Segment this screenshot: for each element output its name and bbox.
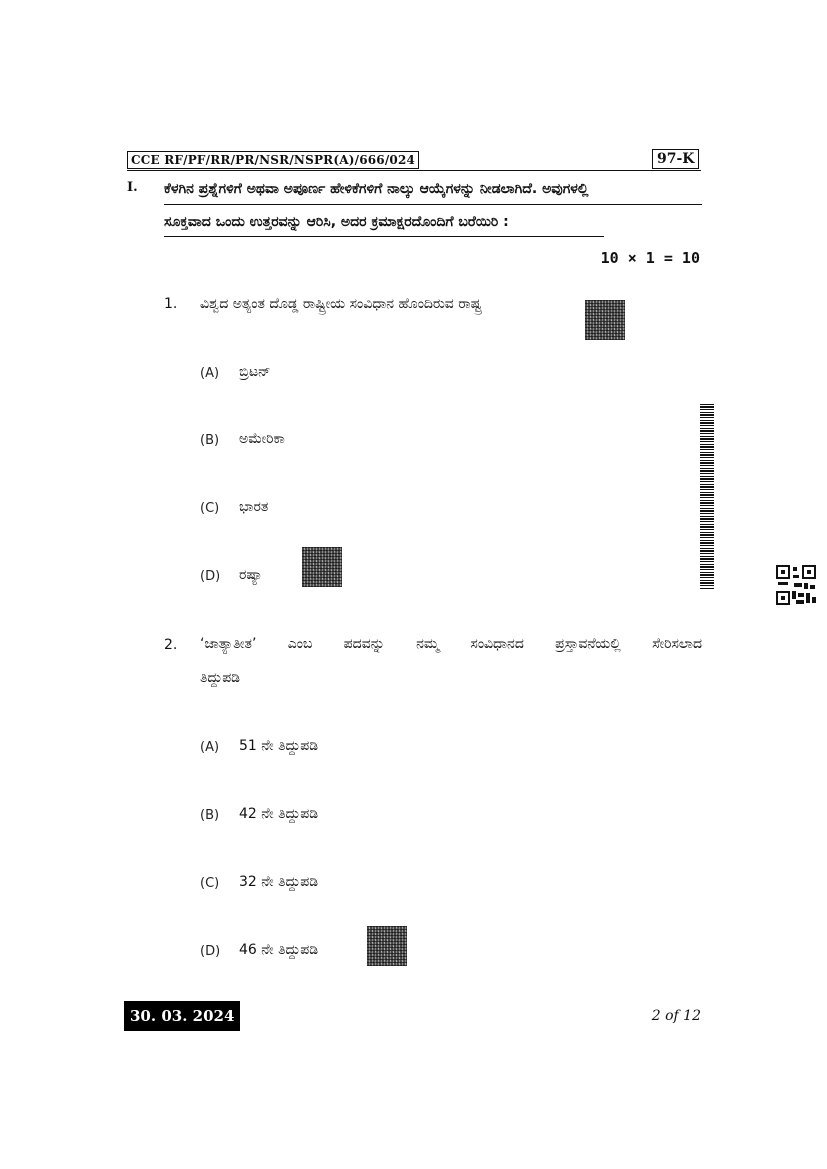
qr-watermark-icon xyxy=(302,547,342,587)
qr-watermark-icon xyxy=(367,926,407,966)
option-text: ಅಮೇರಿಕಾ xyxy=(239,431,285,447)
marks-allocation: 10 × 1 = 10 xyxy=(600,249,700,267)
option-text: ಭಾರತ xyxy=(239,499,269,515)
option-text: ಬ್ರಿಟನ್ xyxy=(239,364,271,380)
question-text-continued: ತಿದ್ದುಪಡಿ xyxy=(200,670,240,686)
option-letter: (B) xyxy=(200,808,220,823)
option-text: 42 ನೇ ತಿದ್ದುಪಡಿ xyxy=(239,806,319,822)
header-divider xyxy=(127,170,701,171)
qr-code-icon xyxy=(776,565,816,605)
option-text: ರಷ್ಯಾ xyxy=(239,567,263,583)
option-letter: (A) xyxy=(200,366,220,381)
option-text: 51 ನೇ ತಿದ್ದುಪಡಿ xyxy=(239,738,319,754)
question-text: ವಿಶ್ವದ ಅತ್ಯಂತ ದೊಡ್ಡ ರಾಷ್ಟ್ರೀಯ ಸಂವಿಧಾನ ಹೊಂದಿರುವ ರಾಷ್ಟ್ರ xyxy=(200,296,482,312)
option-letter: (D) xyxy=(200,944,221,959)
instruction-underline-2 xyxy=(164,236,604,237)
option-text: 32 ನೇ ತಿದ್ದುಪಡಿ xyxy=(239,874,319,890)
barcode-icon xyxy=(700,404,714,590)
paper-number-badge: 97-K xyxy=(652,149,699,169)
option-letter: (A) xyxy=(200,740,220,755)
section-instruction-line2: ಸೂಕ್ತವಾದ ಒಂದು ಉತ್ತರವನ್ನು ಆರಿಸಿ, ಅದರ ಕ್ರಮಾಕ್ಷರದೊಂದಿಗೆ ಬರೆಯಿರಿ : xyxy=(164,214,509,230)
page-number: 2 of 12 xyxy=(651,1008,701,1024)
instruction-underline-1 xyxy=(164,204,702,205)
question-number: 1. xyxy=(164,296,178,312)
option-letter: (D) xyxy=(200,569,221,584)
qr-watermark-icon xyxy=(585,300,625,340)
exam-date-badge: 30. 03. 2024 xyxy=(124,1001,240,1031)
option-letter: (C) xyxy=(200,501,220,516)
paper-code-label: CCE RF/PF/RR/PR/NSR/NSPR(A)/666/024 xyxy=(127,151,419,169)
question-number: 2. xyxy=(164,637,178,653)
option-letter: (C) xyxy=(200,876,220,891)
section-instruction-line1: ಕೆಳಗಿನ ಪ್ರಶ್ನೆಗಳಿಗೆ ಅಥವಾ ಅಪೂರ್ಣ ಹೇಳಿಕೆಗಳಿಗೆ ನಾಲ್ಕು ಆಯ್ಕೆಗಳನ್ನು ನೀಡಲಾಗಿದೆ. ಅವುಗಳಲ್ಲಿ xyxy=(164,181,589,197)
option-text: 46 ನೇ ತಿದ್ದುಪಡಿ xyxy=(239,942,319,958)
section-number: I. xyxy=(127,180,138,195)
question-text: ‘ಜಾತ್ಯಾತೀತ’ ಎಂಬ ಪದವನ್ನು ನಮ್ಮ ಸಂವಿಧಾನದ ಪ್ರಸ್ತಾವನೆಯಲ್ಲಿ ಸೇರಿಸಲಾದ xyxy=(200,636,702,652)
option-letter: (B) xyxy=(200,433,220,448)
